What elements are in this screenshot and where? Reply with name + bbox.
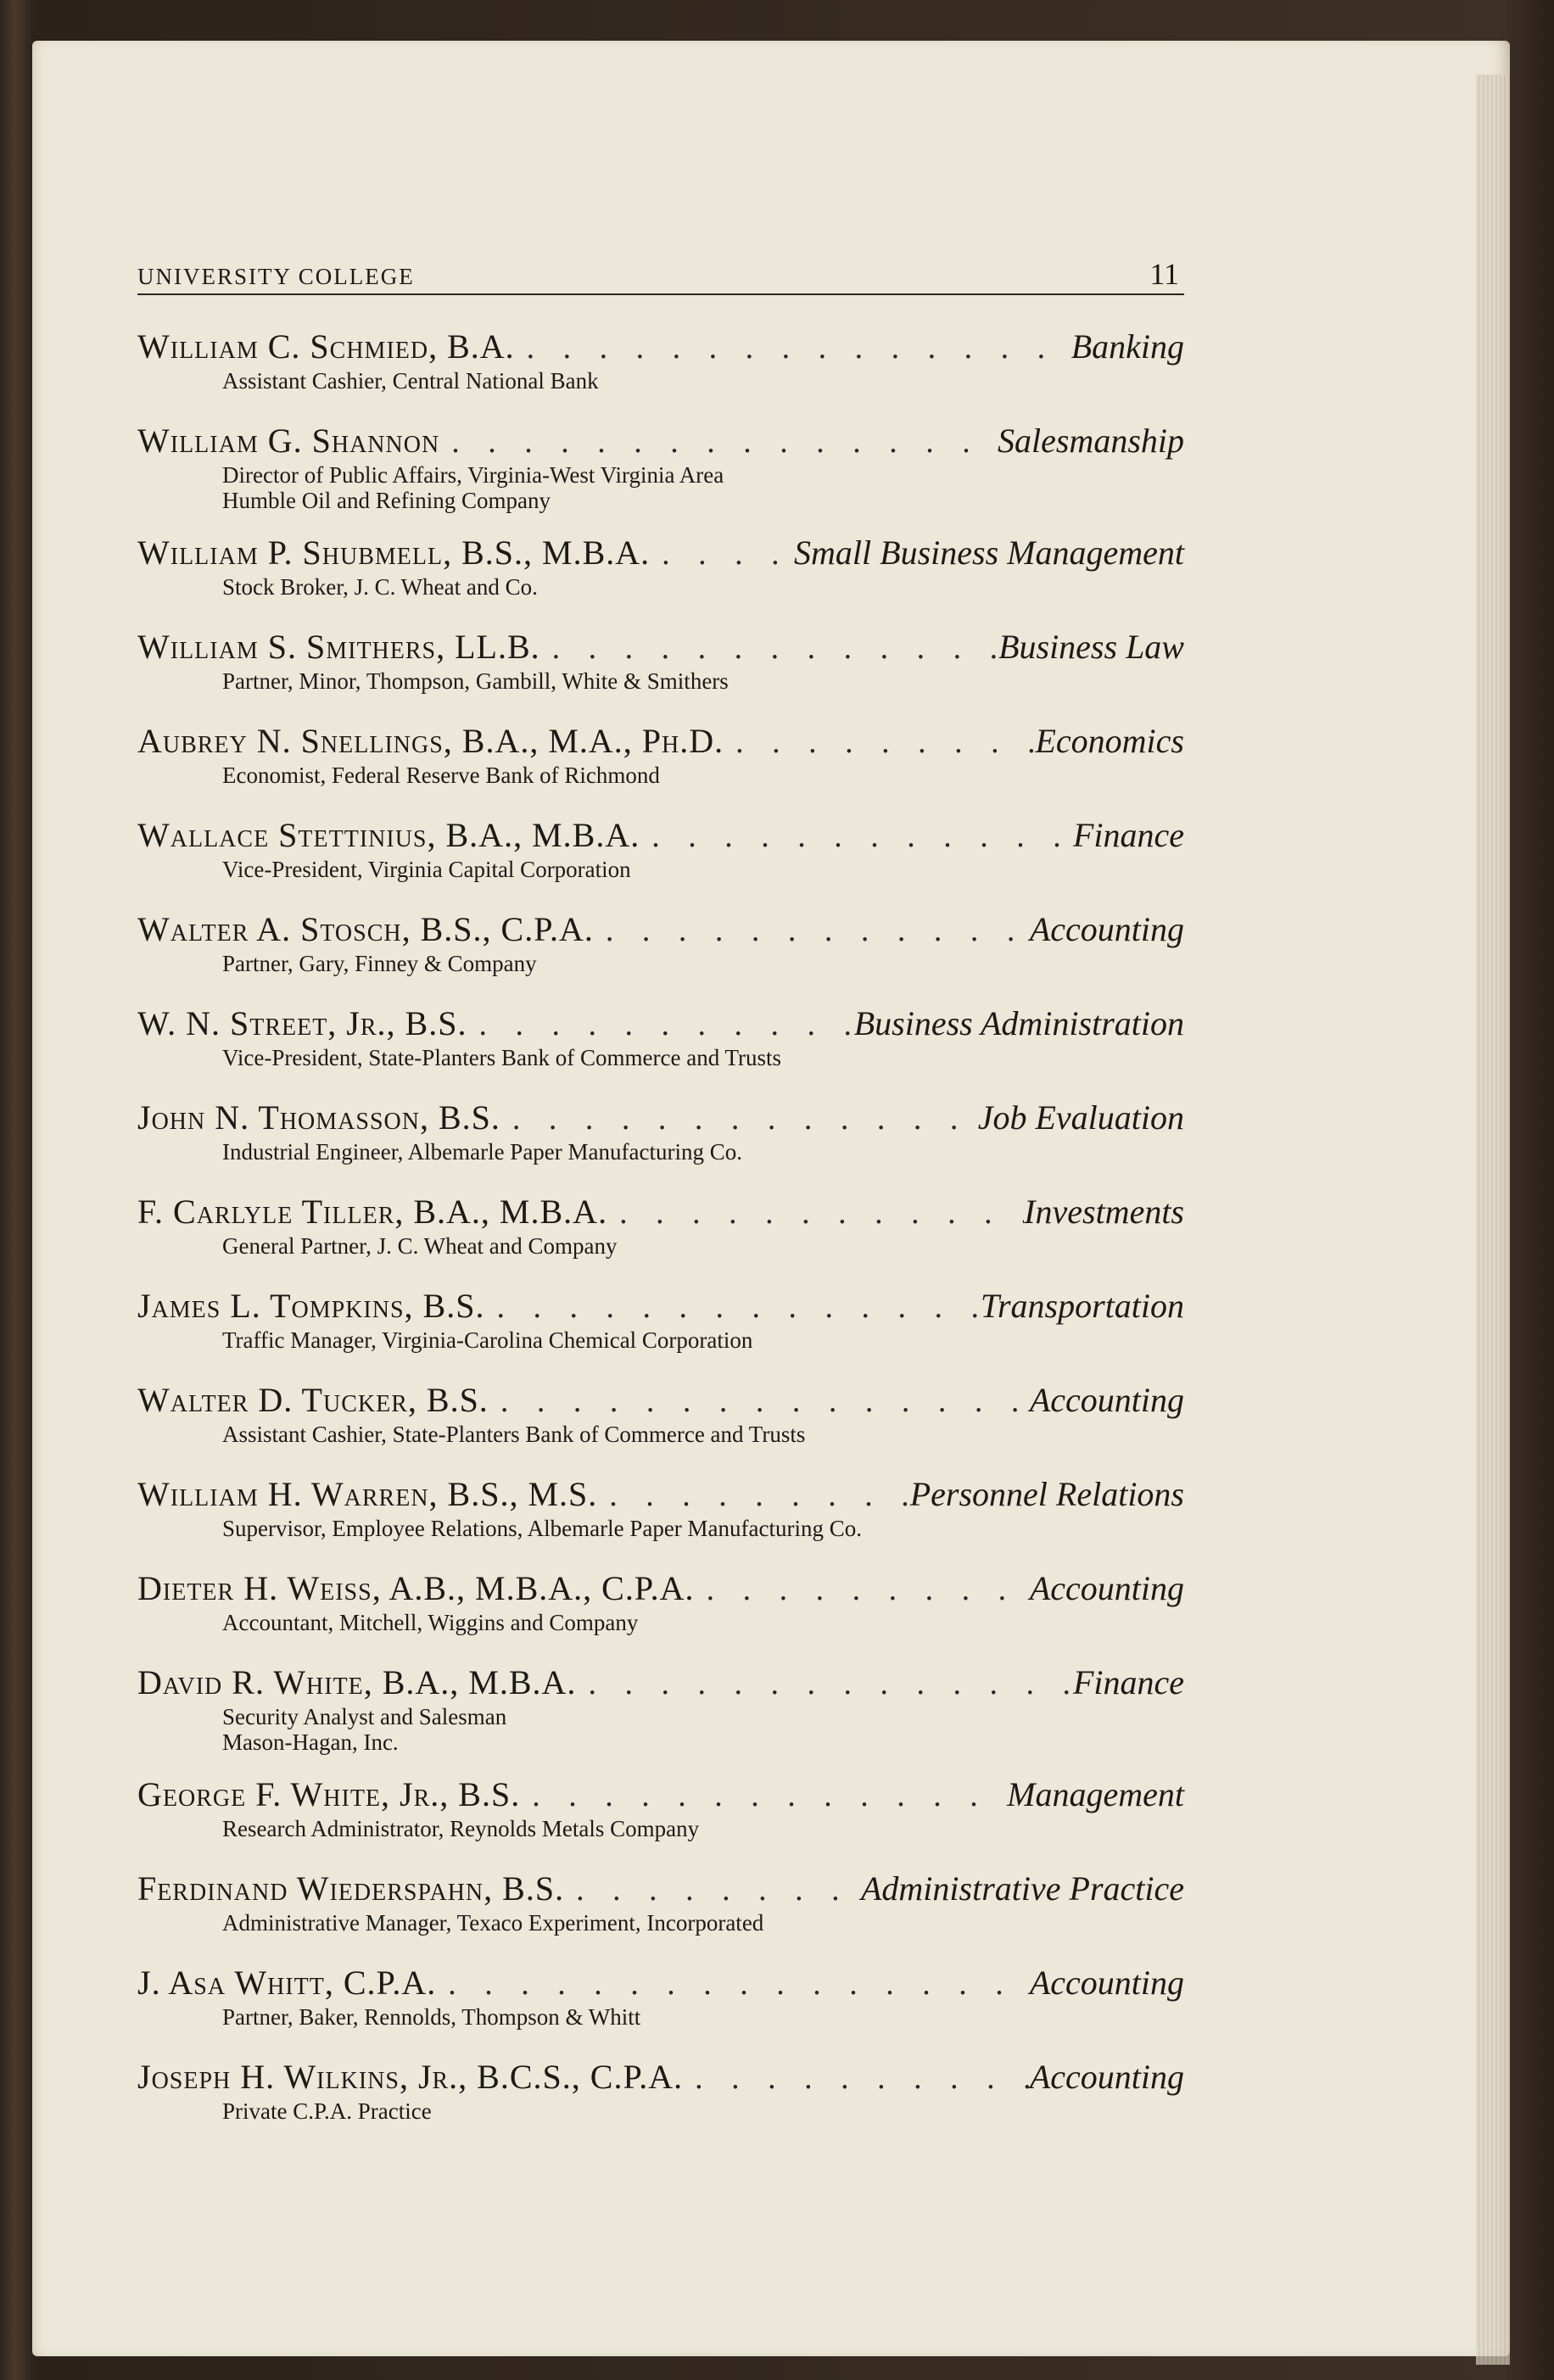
faculty-name: F. Carlyle Tiller, B.A., M.B.A.: [137, 1193, 608, 1231]
affiliation-line: Stock Broker, J. C. Wheat and Co.: [222, 574, 538, 600]
list-item: [137, 628, 1184, 722]
list-item: [137, 1004, 1184, 1098]
list-item: [137, 1964, 1184, 2058]
leader-dots: [650, 534, 794, 573]
affiliation-line: Vice-President, Virginia Capital Corporation: [222, 857, 631, 882]
entry-heading: [137, 910, 1184, 950]
entry-heading: [137, 1098, 1184, 1138]
faculty-name: James L. Tompkins, B.S.: [137, 1287, 485, 1325]
faculty-name: J. Asa Whitt, C.P.A.: [137, 1964, 437, 2002]
leader-dots: [695, 1570, 1030, 1609]
leader-dots: [540, 629, 998, 668]
leader-dots: [683, 2059, 1030, 2098]
faculty-name: David R. White, B.A., M.B.A.: [137, 1663, 577, 1701]
faculty-name: William P. Shubmell, B.S., M.B.A.: [137, 534, 651, 572]
affiliation-line: Humble Oil and Refining Company: [222, 488, 551, 513]
affiliation-line: Economist, Federal Reserve Bank of Richmond: [222, 763, 660, 788]
entry-heading: [137, 1475, 1184, 1515]
list-item: [137, 422, 1184, 534]
leader-dots: [564, 1870, 861, 1909]
subject-area: Economics: [1035, 722, 1184, 760]
leader-dots: [607, 1193, 1024, 1232]
leader-dots: [484, 1288, 980, 1327]
entry-heading: [137, 1287, 1184, 1327]
affiliation-line: Vice-President, State-Planters Bank of Commerce and Trusts: [222, 1045, 782, 1070]
subject-area: Accounting: [1029, 1381, 1184, 1419]
list-item: [137, 1869, 1184, 1964]
subject-area: Accounting: [1029, 910, 1184, 948]
faculty-name: Walter D. Tucker, B.S.: [137, 1381, 489, 1419]
subject-area: Banking: [1070, 327, 1184, 366]
affiliation-line: General Partner, J. C. Wheat and Company: [222, 1233, 618, 1259]
subject-area: Accounting: [1029, 2058, 1184, 2096]
entry-heading: [137, 1193, 1184, 1232]
list-item: [137, 722, 1184, 816]
faculty-name: William S. Smithers, LL.B.: [137, 628, 540, 666]
leader-dots: [439, 422, 998, 461]
subject-area: Investments: [1024, 1193, 1184, 1231]
entry-heading: [137, 628, 1184, 668]
leader-dots: [467, 1005, 853, 1044]
leader-dots: [489, 1382, 1030, 1421]
faculty-name: Walter A. Stosch, B.S., C.P.A.: [137, 910, 594, 948]
entry-heading: [137, 1663, 1184, 1703]
page-edges: [1476, 75, 1510, 2365]
subject-area: Accounting: [1029, 1964, 1184, 2002]
list-item: [137, 816, 1184, 910]
list-item: [137, 1569, 1184, 1663]
list-item: [137, 1098, 1184, 1193]
leader-dots: [436, 1964, 1030, 2003]
leader-dots: [576, 1664, 1073, 1703]
faculty-name: William C. Schmied, B.A.: [137, 327, 515, 366]
faculty-name: W. N. Street, Jr., B.S.: [137, 1004, 467, 1042]
entry-heading: [137, 1004, 1184, 1044]
affiliation-line: Supervisor, Employee Relations, Albemarle Paper Manufacturing Co.: [222, 1516, 862, 1541]
affiliation-line: Mason-Hagan, Inc.: [222, 1729, 399, 1755]
leader-dots: [597, 1476, 909, 1515]
subject-area: Personnel Relations: [909, 1475, 1184, 1513]
affiliation-line: Accountant, Mitchell, Wiggins and Company: [222, 1610, 639, 1635]
list-item: [137, 1475, 1184, 1569]
leader-dots: [520, 1776, 1007, 1815]
leader-dots: [500, 1099, 978, 1138]
faculty-name: William H. Warren, B.S., M.S.: [137, 1475, 598, 1513]
header-title: UNIVERSITY COLLEGE: [137, 264, 415, 289]
page-number: 11: [1149, 257, 1179, 291]
affiliation-line: Partner, Minor, Thompson, Gambill, White & Smithers: [222, 668, 729, 694]
list-item: [137, 1381, 1184, 1475]
faculty-name: Joseph H. Wilkins, Jr., B.C.S., C.P.A.: [137, 2058, 684, 2096]
affiliation-line: Assistant Cashier, State-Planters Bank of Commerce and Trusts: [222, 1422, 806, 1447]
faculty-list: [137, 327, 1184, 2152]
subject-area: Management: [1007, 1775, 1184, 1813]
list-item: [137, 910, 1184, 1004]
entry-heading: [137, 722, 1184, 762]
subject-area: Finance: [1072, 816, 1184, 854]
affiliation-line: Private C.P.A. Practice: [222, 2098, 432, 2124]
affiliation-line: Partner, Gary, Finney & Company: [222, 951, 537, 976]
leader-dots: [724, 723, 1035, 762]
faculty-name: John N. Thomasson, B.S.: [137, 1098, 500, 1137]
entry-heading: [137, 1964, 1184, 2003]
entry-heading: [137, 1569, 1184, 1609]
entry-heading: [137, 1381, 1184, 1421]
entry-heading: [137, 422, 1184, 461]
subject-area: Administrative Practice: [860, 1869, 1184, 1908]
leader-dots: [640, 817, 1073, 856]
affiliation-line: Research Administrator, Reynolds Metals Company: [222, 1816, 700, 1841]
list-item: [137, 1287, 1184, 1381]
subject-area: Small Business Management: [794, 534, 1184, 572]
leader-dots: [594, 911, 1030, 950]
faculty-name: Wallace Stettinius, B.A., M.B.A.: [137, 816, 640, 854]
affiliation-line: Security Analyst and Salesman: [222, 1704, 507, 1729]
faculty-name: Aubrey N. Snellings, B.A., M.A., Ph.D.: [137, 722, 724, 760]
entry-heading: [137, 327, 1184, 367]
list-item: [137, 2058, 1184, 2152]
list-item: [137, 1663, 1184, 1775]
affiliation-line: Traffic Manager, Virginia-Carolina Chemical Corporation: [222, 1327, 753, 1353]
affiliation-line: Industrial Engineer, Albemarle Paper Manufacturing Co.: [222, 1139, 742, 1165]
list-item: [137, 1775, 1184, 1869]
leader-dots: [515, 328, 1071, 367]
faculty-name: Ferdinand Wiederspahn, B.S.: [137, 1869, 565, 1908]
list-item: [137, 534, 1184, 628]
running-header: [137, 254, 1184, 295]
entry-heading: [137, 534, 1184, 573]
faculty-name: Dieter H. Weiss, A.B., M.B.A., C.P.A.: [137, 1569, 695, 1607]
subject-area: Accounting: [1029, 1569, 1184, 1607]
entry-heading: [137, 1869, 1184, 1909]
affiliation-line: Partner, Baker, Rennolds, Thompson & Whitt: [222, 2004, 641, 2030]
faculty-name: William G. Shannon: [137, 422, 440, 460]
subject-area: Job Evaluation: [977, 1098, 1184, 1137]
faculty-name: George F. White, Jr., B.S.: [137, 1775, 521, 1813]
subject-area: Transportation: [980, 1287, 1184, 1325]
subject-area: Salesmanship: [998, 422, 1184, 460]
entry-heading: [137, 816, 1184, 856]
entry-heading: [137, 1775, 1184, 1815]
list-item: [137, 327, 1184, 422]
subject-area: Business Administration: [853, 1004, 1184, 1042]
entry-heading: [137, 2058, 1184, 2098]
affiliation-line: Director of Public Affairs, Virginia-West Virginia Area: [222, 462, 724, 488]
subject-area: Business Law: [998, 628, 1184, 666]
list-item: [137, 1193, 1184, 1287]
affiliation-line: Assistant Cashier, Central National Bank: [222, 368, 599, 394]
subject-area: Finance: [1072, 1663, 1184, 1701]
affiliation-line: Administrative Manager, Texaco Experiment, Incorporated: [222, 1910, 764, 1936]
